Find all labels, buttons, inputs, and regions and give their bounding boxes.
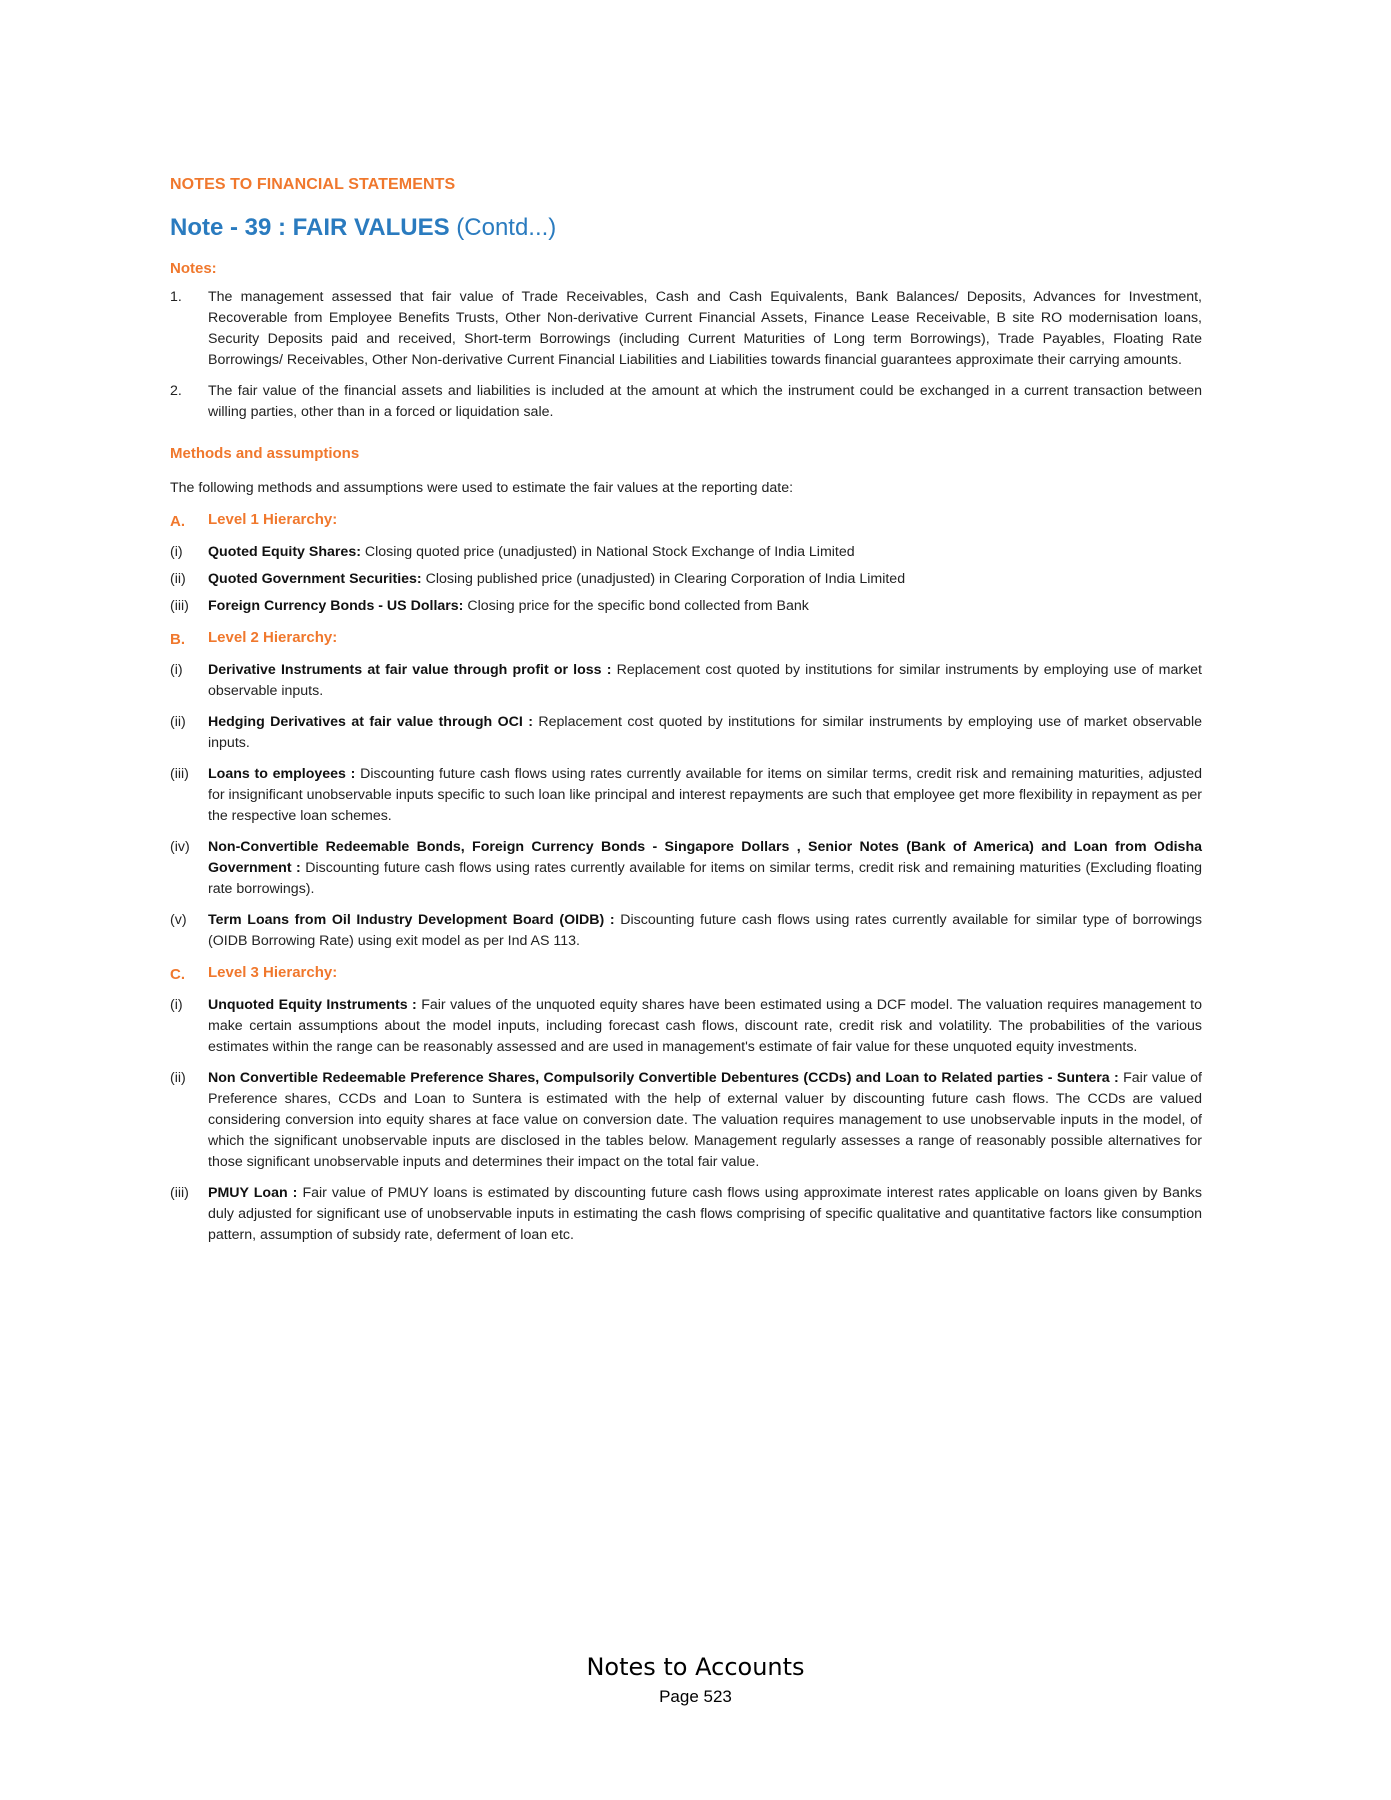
methods-heading: Methods and assumptions — [170, 445, 360, 462]
item-number: (iv) — [170, 839, 190, 855]
item-term: Quoted Government Securities: — [208, 571, 422, 587]
note-text: The management assessed that fair value of Trade Receivables, Cash and Cash Equivalents, Bank Balances/ Deposits, Advances for Investment, Recoverable from Employee Benefits Trusts, Other Non-derivative Current Financial Assets, Finance Lease Receivable, B site RO modernisation loans, Security Deposits paid and received, Short-term Borrowings (including Current Maturities of Long term Borrowings), Trade Payables, Floating Rate Borrowings/ Receivables, Other Non-derivative Current Financial Liabilities and Liabilities towards financial guarantees approximate their carrying amounts. — [208, 289, 1202, 368]
item-term: Hedging Derivatives at fair value through OCI : — [208, 714, 533, 730]
note-item — [170, 381, 1202, 423]
note-title-text: Note - 39 : FAIR VALUES — [170, 214, 450, 241]
level3-item — [170, 1183, 1202, 1246]
level2-item — [170, 764, 1202, 827]
item-term: Foreign Currency Bonds - US Dollars: — [208, 598, 464, 614]
item-text: Discounting future cash flows using rates currently available for items on similar terms, credit risk and remaining maturities (Excluding floating rate borrowings). — [208, 860, 1202, 897]
note-title-suffix: (Contd...) — [456, 214, 557, 241]
footer-title: Notes to Accounts — [586, 1653, 805, 1681]
item-text: Discounting future cash flows using rates currently available for items on similar terms, credit risk and remaining maturities, adjusted for insignificant unobservable inputs specific to such loan like principal and interest repayments are such that employee get more flexibility in repayment as per the respective loan schemes. — [208, 766, 1203, 824]
level1-item — [170, 596, 1202, 617]
item-text: Discounting future cash flows using rates currently available for similar type of borrowings (OIDB Borrowing Rate) using exit model as per Ind AS 113. — [208, 912, 1202, 949]
level2-item — [170, 837, 1202, 900]
level1-item — [170, 569, 1202, 590]
level1-title: Level 1 Hierarchy: — [208, 511, 338, 528]
item-term: Quoted Equity Shares: — [208, 544, 361, 560]
item-term: Term Loans from Oil Industry Development Board (OIDB) : — [208, 912, 615, 928]
item-text: Closing quoted price (unadjusted) in National Stock Exchange of India Limited — [360, 544, 855, 560]
item-text: Closing price for the specific bond collected from Bank — [463, 598, 809, 614]
document-page — [170, 176, 1202, 1246]
level2-item — [170, 712, 1202, 754]
item-number: (i) — [170, 662, 183, 678]
level1-item — [170, 542, 1202, 563]
item-number: (ii) — [170, 571, 186, 587]
item-text: Fair value of PMUY loans is estimated by discounting future cash flows using approximate interest rates applicable on loans given by Banks duly adjusted for significant use of unobservable inputs in estimating the cash flows comprising of specific qualitative and quantitative factors like consumption pattern, assumption of subsidy rate, deferment of loan etc. — [208, 1185, 1202, 1243]
item-text: Fair value of Preference shares, CCDs and Loan to Suntera is estimated with the help of external valuer by discounting future cash flows. The CCDs are valued considering conversion into equity shares at face value on conversion date. The valuation requires management to use unobservable inputs in the model, of which the significant unobservable inputs are disclosed in the tables below. Management regularly assesses a range of reasonably possible alternatives for those significant unobservable inputs and determines their impact on the total fair value. — [208, 1070, 1202, 1170]
note-item — [170, 287, 1202, 371]
level2-title: Level 2 Hierarchy: — [208, 629, 338, 646]
note-text: The fair value of the financial assets and liabilities is included at the amount at which the instrument could be exchanged in a current transaction between willing parties, other than in a forced or liquidation sale. — [208, 383, 1202, 420]
item-number: (v) — [170, 912, 187, 928]
item-term: Non-Convertible Redeemable Bonds, Foreign Currency Bonds - Singapore Dollars , Senior Notes (Bank of America) and Loan from Odisha Government : — [208, 839, 1202, 876]
item-term: Derivative Instruments at fair value through profit or loss : — [208, 662, 612, 678]
item-number: (iii) — [170, 1185, 189, 1201]
item-number: (iii) — [170, 766, 189, 782]
item-number: (i) — [170, 997, 183, 1013]
note-number: 2. — [170, 383, 182, 399]
item-term: Loans to employees : — [208, 766, 356, 782]
page-title — [170, 214, 1202, 242]
level3-letter: C. — [170, 966, 185, 983]
item-text: Fair values of the unquoted equity shares have been estimated using a DCF model. The valuation requires management to make certain assumptions about the model inputs, including forecast cash flows, discount rate, credit risk and volatility. The probabilities of the various estimates within the range can be reasonably assessed and are used in management's estimate of fair value for these unquoted equity investments. — [208, 997, 1202, 1055]
level2-heading — [170, 629, 1202, 650]
item-number: (iii) — [170, 598, 189, 614]
methods-intro: The following methods and assumptions were used to estimate the fair values at the reporting date: — [170, 480, 794, 496]
level3-item — [170, 1068, 1202, 1173]
level2-item — [170, 910, 1202, 952]
item-text: Closing published price (unadjusted) in Clearing Corporation of India Limited — [421, 571, 906, 587]
note-number: 1. — [170, 289, 182, 305]
notes-heading: Notes: — [170, 260, 217, 277]
item-number: (ii) — [170, 1070, 186, 1086]
item-term: Unquoted Equity Instruments : — [208, 997, 417, 1013]
level1-letter: A. — [170, 513, 185, 530]
level2-item — [170, 660, 1202, 702]
level3-item — [170, 995, 1202, 1058]
item-number: (i) — [170, 544, 183, 560]
section-kicker: NOTES TO FINANCIAL STATEMENTS — [170, 176, 456, 193]
level2-letter: B. — [170, 631, 185, 648]
item-text: Replacement cost quoted by institutions for similar instruments by employing use of market observable inputs. — [208, 662, 1202, 699]
level3-heading — [170, 964, 1202, 985]
item-term: Non Convertible Redeemable Preference Shares, Compulsorily Convertible Debentures (CCDs) and Loan to Related parties - Suntera : — [208, 1070, 1119, 1086]
item-text: Replacement cost quoted by institutions for similar instruments by employing use of market observable inputs. — [208, 714, 1202, 751]
item-term: PMUY Loan : — [208, 1185, 298, 1201]
level3-title: Level 3 Hierarchy: — [208, 964, 338, 981]
level1-heading — [170, 511, 1202, 532]
item-number: (ii) — [170, 714, 186, 730]
page-number: Page 523 — [659, 1687, 732, 1706]
